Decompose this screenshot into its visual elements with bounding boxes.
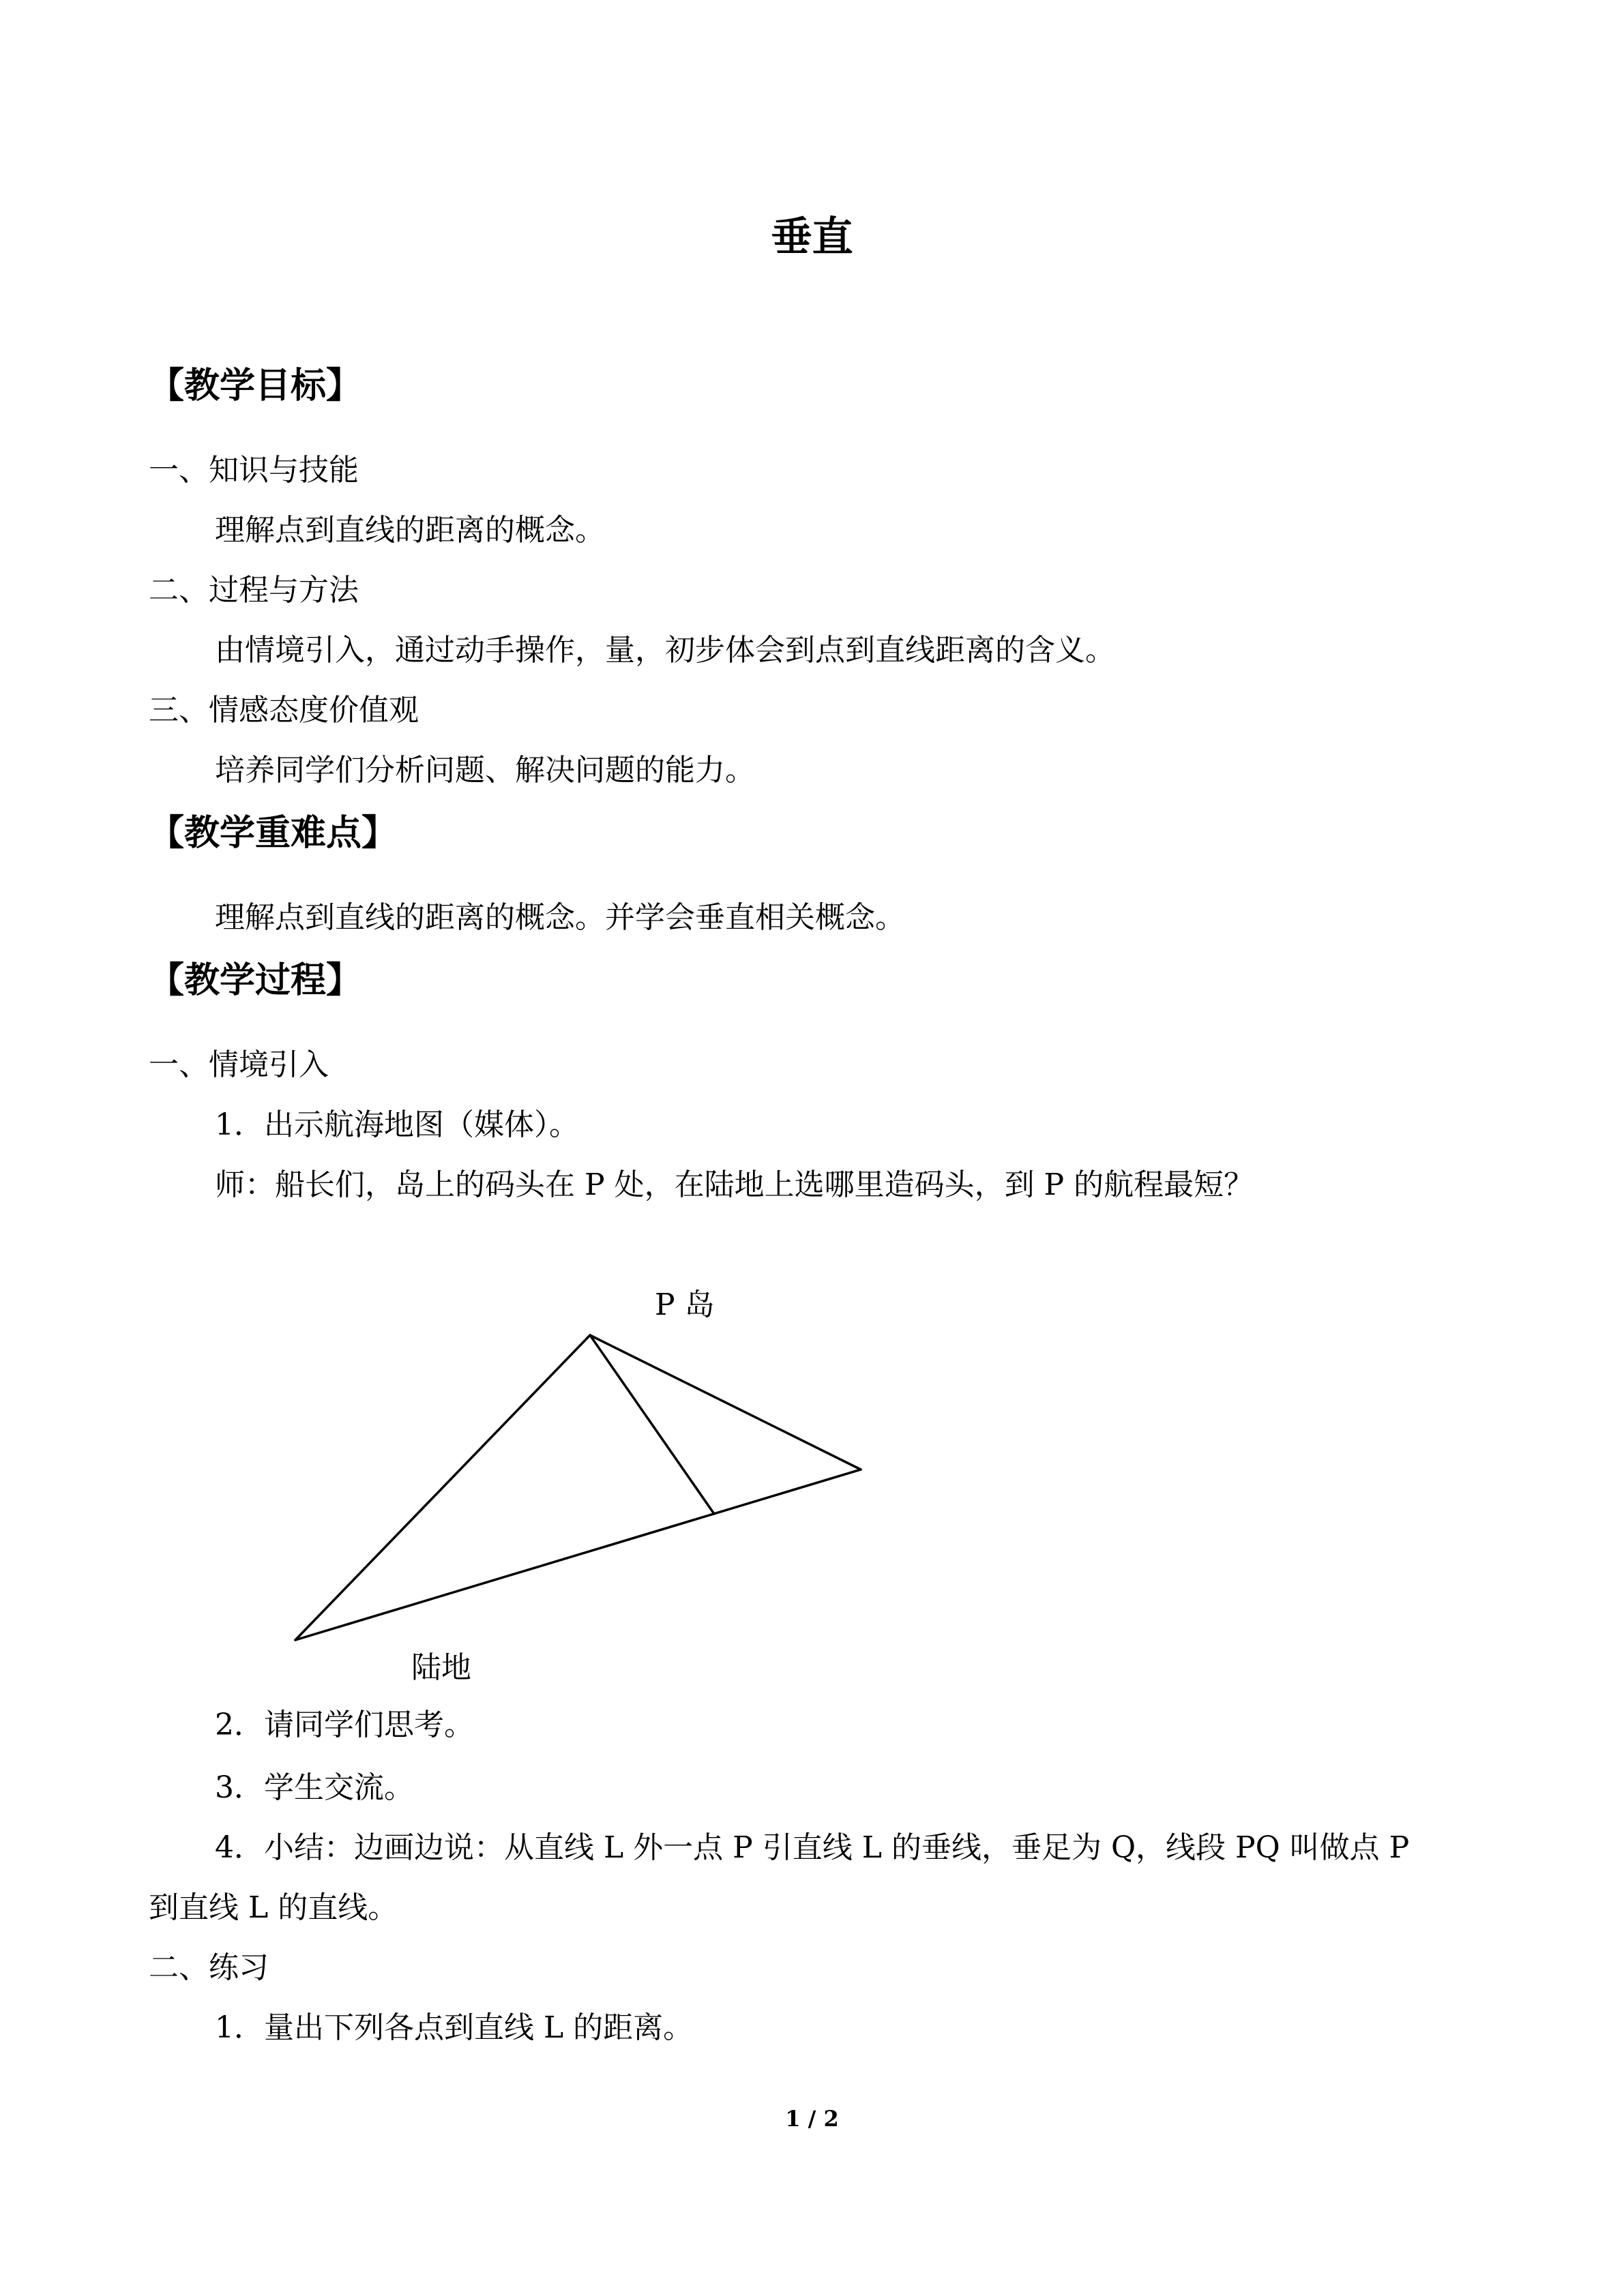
practice-step-1: 1．量出下列各点到直线 L 的距离。	[215, 2010, 694, 2045]
figure-left-line	[295, 1335, 590, 1640]
land-label: 陆地	[411, 1650, 471, 1685]
heading-process: 【教学过程】	[149, 959, 362, 1001]
process-step-3: 3．学生交流。	[215, 1770, 414, 1805]
objective-text-2: 由情境引入，通过动手操作，量，初步体会到点到直线距离的含义。	[215, 633, 1115, 668]
process-step-4-line1: 4．小结：边画边说：从直线 L 外一点 P 引直线 L 的垂线，垂足为 Q，线段 PQ 叫做点 P	[215, 1830, 1410, 1865]
key-points-text: 理解点到直线的距离的概念。并学会垂直相关概念。	[215, 900, 905, 935]
objective-label-1: 一、知识与技能	[149, 453, 359, 488]
page-number: 1 / 2	[785, 2106, 839, 2132]
process-step-2: 2．请同学们思考。	[215, 1708, 474, 1742]
teacher-question: 师：船长们，岛上的码头在 P 处，在陆地上选哪里造码头，到 P 的航程最短？	[215, 1167, 1254, 1202]
objective-text-1: 理解点到直线的距离的概念。	[215, 513, 605, 548]
page-title: 垂直	[771, 213, 853, 261]
land-line	[295, 1470, 861, 1640]
objective-label-2: 二、过程与方法	[149, 573, 359, 608]
process-step-4-line2: 到直线 L 的直线。	[149, 1890, 398, 1925]
objective-text-3: 培养同学们分析问题、解决问题的能力。	[215, 753, 755, 788]
perpendicular-segment	[590, 1335, 714, 1514]
island-label: P 岛	[655, 1287, 715, 1322]
process-part2-label: 二、练习	[149, 1950, 269, 1985]
process-part1-label: 一、情境引入	[149, 1047, 329, 1082]
figure-right-line	[590, 1335, 861, 1470]
heading-key-points: 【教学重难点】	[149, 812, 398, 854]
objective-label-3: 三、情感态度价值观	[149, 693, 419, 728]
process-step-1: 1．出示航海地图（媒体）。	[215, 1107, 579, 1142]
heading-objectives: 【教学目标】	[149, 365, 362, 406]
